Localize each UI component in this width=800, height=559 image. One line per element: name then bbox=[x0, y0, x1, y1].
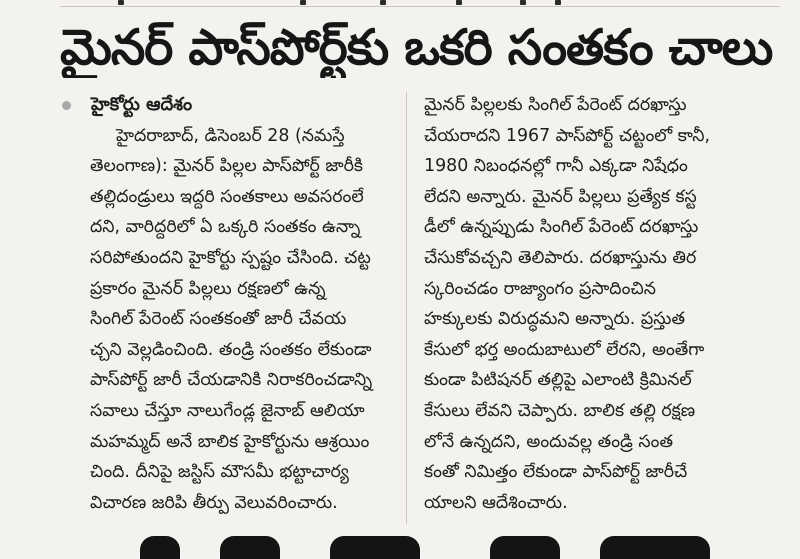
text-line: కంతో నిమిత్తం లేకుండా పాస్‌పోర్ట్ జారీచే bbox=[424, 462, 688, 483]
article-subhead bbox=[62, 90, 402, 121]
top-ink-mark bbox=[380, 0, 386, 5]
top-ink-mark bbox=[520, 0, 526, 5]
article-headline: మైనర్ పాస్‌పోర్ట్‌కు ఒకరి సంతకం చాలు bbox=[60, 19, 773, 76]
next-headline-fragment bbox=[130, 526, 770, 559]
text-line: హైదరాబాద్, డిసెంబర్ 28 (నమస్తే bbox=[116, 125, 345, 146]
text-line: కేసులో భర్త అందుబాటులో లేరని, అంతేగా bbox=[424, 339, 705, 360]
text-line: లోనే ఉన్నదని, అందువల్ల తండ్రి సంత bbox=[424, 431, 673, 452]
text-line: చేసుకోవచ్చని తెలిపారు. దరఖాస్తును తిర bbox=[424, 247, 697, 268]
text-line: 1980 నిబంధనల్లో గానీ ఎక్కడా నిషేధం bbox=[424, 156, 688, 177]
top-divider-line bbox=[60, 6, 780, 7]
text-line: సవాలు చేస్తూ నాలుగేండ్ల జైనాబ్ ఆలియా bbox=[90, 400, 365, 421]
text-line: చేయరాదని 1967 పాస్‌పోర్ట్ చట్టంలో కానీ, bbox=[424, 125, 710, 146]
text-line: మైనర్ పిల్లలకు సింగిల్ పేరెంట్ దరఖాస్తు bbox=[424, 95, 687, 115]
top-ink-mark bbox=[456, 0, 462, 5]
text-line: తెలంగాణ): మైనర్ పిల్లల పాస్‌పోర్ట్ జారీకి bbox=[90, 156, 363, 177]
right-column bbox=[424, 90, 794, 518]
text-line: విచారణ జరిపి తీర్పు వెలువరించారు. bbox=[90, 492, 338, 513]
text-line: ప్రకారం మైనర్ పిల్లలు రక్షణలో ఉన్న bbox=[90, 278, 326, 299]
bullet-icon bbox=[62, 101, 71, 110]
text-line: యాలని ఆదేశించారు. bbox=[424, 492, 568, 513]
top-ink-mark bbox=[555, 0, 561, 5]
text-line: పాస్‌పోర్ట్ జారీ చేయడానికి నిరాకరించడాన్ని bbox=[90, 370, 373, 391]
text-line: మహమ్మద్ అనే బాలిక హైకోర్టును ఆశ్రయిం bbox=[90, 431, 370, 452]
top-ink-mark bbox=[300, 0, 306, 5]
text-line: హక్కులకు విరుద్ధమని అన్నారు. ప్రస్తుత bbox=[424, 309, 685, 330]
text-line: సింగిల్ పేరెంట్ సంతకంతో జారీ చేవయ bbox=[90, 309, 347, 330]
text-line: డీలో ఉన్నప్పుడు సింగిల్ పేరెంట్ దరఖాస్తు bbox=[424, 217, 699, 238]
text-line: కేసులు లేవని చెప్పారు. బాలిక తల్లి రక్షణ bbox=[424, 400, 696, 421]
subhead-text: హైకోర్టు ఆదేశం bbox=[91, 94, 193, 115]
text-line: కుండా పిటిషనర్ తల్లిపై ఎలాంటి క్రిమినల్ bbox=[424, 370, 692, 391]
text-line: స్కరించడం రాజ్యాంగం ప్రసాదించిన bbox=[424, 278, 656, 299]
text-line: చ్చని వెల్లడించింది. తండ్రి సంతకం లేకుండా bbox=[90, 339, 372, 360]
left-column bbox=[90, 90, 402, 518]
text-line: సరిపోతుందని హైకోర్టు స్పష్టం చేసింది. చట్ట bbox=[90, 247, 371, 268]
column-divider bbox=[406, 92, 407, 524]
text-line: లేదని అన్నారు. మైనర్ పిల్లలు ప్రత్యేక కస్ట bbox=[424, 186, 697, 207]
top-border bbox=[0, 0, 800, 12]
text-line: దని, వారిద్దరిలో ఏ ఒక్కరి సంతకం ఉన్నా bbox=[90, 217, 361, 238]
top-ink-mark bbox=[118, 0, 124, 5]
text-line: చింది. దీనిపై జస్టిస్ మౌసమీ భట్టాచార్య bbox=[90, 462, 349, 483]
text-line: తల్లిదండ్రులు ఇద్దరి సంతకాలు అవసరంలే bbox=[90, 186, 364, 207]
